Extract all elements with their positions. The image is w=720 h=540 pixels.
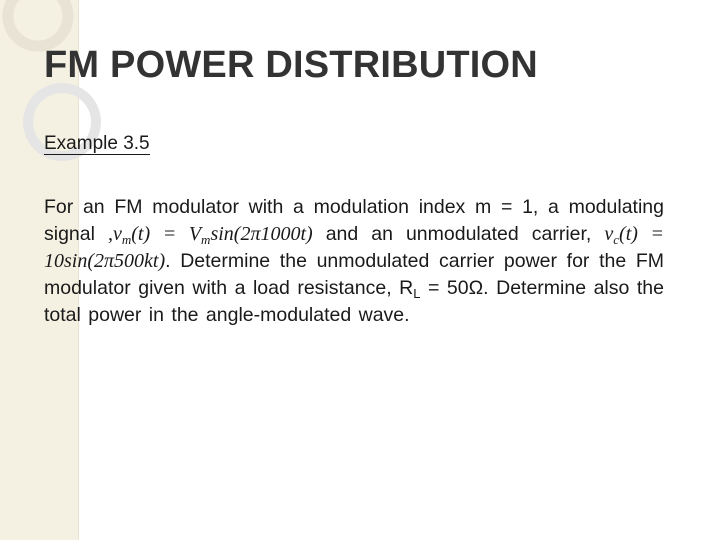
vm-symbol: ,v (107, 223, 122, 245)
body-text-part4: = 50Ω. Determine also the total power in the angle-modulated wave. (44, 277, 664, 326)
body-text-part2: and an unmodulated carrier, (312, 223, 605, 245)
Vm-subscript: m (201, 232, 211, 247)
vm-sine-term: sin(2π1000t) (210, 223, 313, 245)
vm-equation: (t) = V (131, 223, 202, 245)
vm-subscript: m (121, 232, 132, 247)
body-text-part1: For an FM modulator with a modulation index m = 1, a modulating signal (44, 196, 664, 245)
vc-subscript: c (613, 232, 620, 247)
vc-sine-term: (t) = 10sin(2π500kt) (44, 223, 665, 272)
body-text-part3: . Determine the unmodulated carrier power for the FM modulator given with a load resistance, R (44, 250, 664, 299)
RL-subscript: L (413, 286, 421, 301)
slide-title: FM POWER DISTRIBUTION (44, 44, 538, 86)
example-label: Example 3.5 (44, 133, 150, 154)
vc-symbol: v (604, 223, 614, 245)
problem-statement (44, 194, 664, 329)
modulating-signal-expression (108, 223, 313, 245)
